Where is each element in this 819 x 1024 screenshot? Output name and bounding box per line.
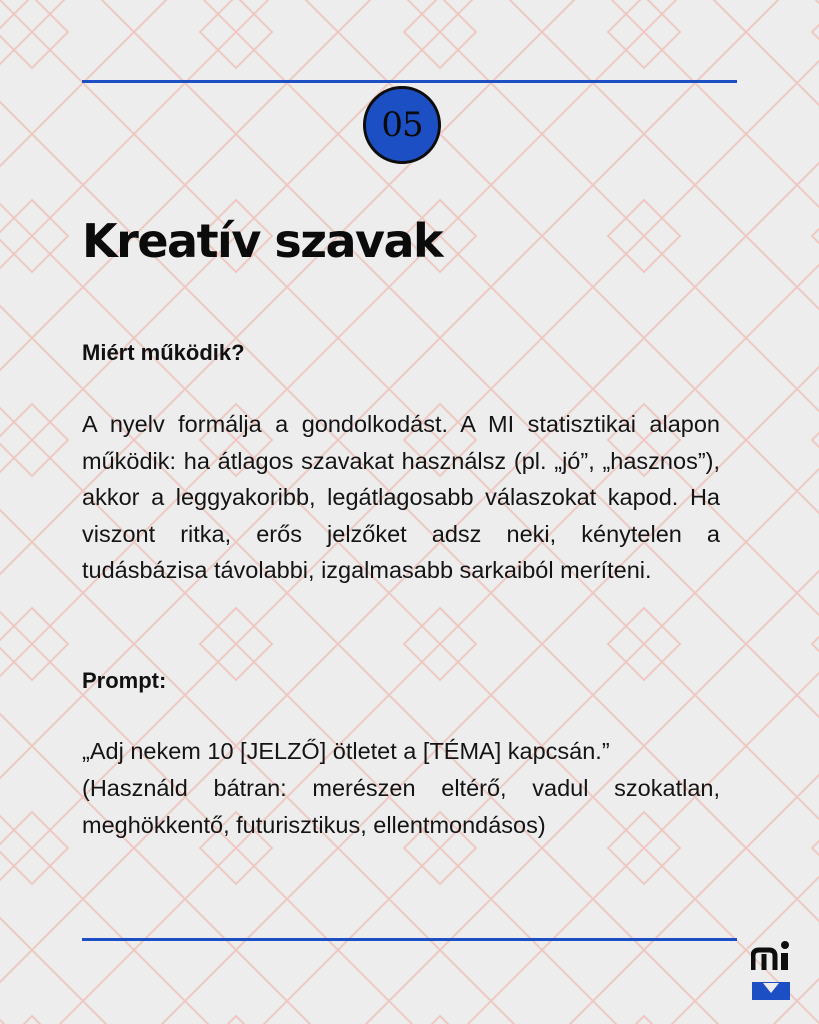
prompt-hint: (Használd bátran: merészen eltérő, vadul szokatlan, meghökkentő, futurisztikus, ellentmondásos) <box>82 775 720 838</box>
prompt-example: „Adj nekem 10 [JELZŐ] ötletet a [TÉMA] kapcsán.” <box>82 738 610 764</box>
top-divider <box>82 80 737 83</box>
prompt-heading: Prompt: <box>82 668 167 693</box>
mi-logo-icon <box>751 940 791 1002</box>
why-heading: Miért működik? <box>82 340 245 365</box>
bottom-divider <box>82 938 737 941</box>
step-number-badge: 05 <box>363 86 441 164</box>
why-explanation: A nyelv formálja a gondolkodást. A MI statisztikai alapon működik: ha átlagos szavakat használsz (pl. „jó”, „hasznos”), akkor a leggyakoribb, legátlagosabb válaszokat kapod. Ha viszont ritka, erős jelzőket adsz neki, kénytelen a tudásbázisa távolabbi, izgalmasabb sarkaiból meríteni. <box>82 411 720 583</box>
page-title: Kreatív szavak <box>82 214 443 268</box>
